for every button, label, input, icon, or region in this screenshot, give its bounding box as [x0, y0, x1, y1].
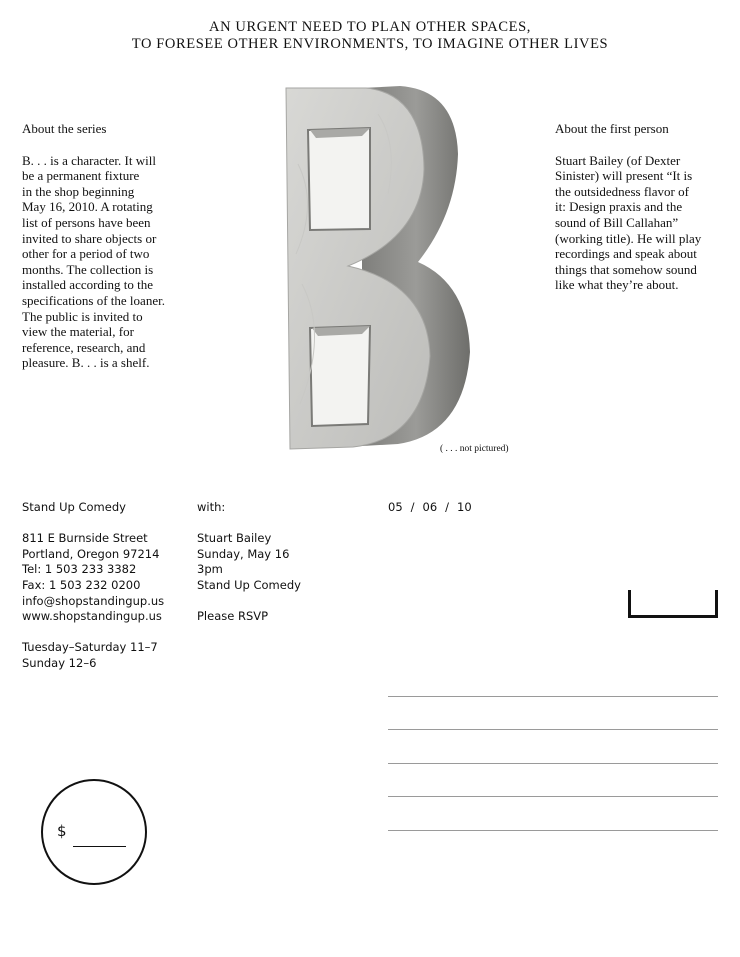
postmark-date [388, 500, 508, 516]
price-blank-line [73, 846, 126, 847]
shop-email: info@shopstandingup.us [22, 593, 165, 608]
date-month: 06 [422, 500, 438, 514]
about-person-line: (working title). He will play [555, 230, 702, 246]
about-series-line: specifications of the loaner. [22, 292, 165, 308]
date-separator: / [445, 500, 450, 514]
shop-address-block [22, 531, 192, 625]
shop-city: Portland, Oregon 97214 [22, 546, 160, 561]
date-line [388, 500, 508, 516]
about-series-section [22, 121, 182, 371]
shop-street: 811 E Burnside Street [22, 531, 148, 546]
event-date: Sunday, May 16 [197, 546, 290, 561]
headline-line-2: TO FORESEE OTHER ENVIRONMENTS, TO IMAGINE OTHER LIVES [131, 36, 609, 52]
about-person-section [555, 121, 725, 293]
about-series-line: May 16, 2010. A rotating [22, 199, 153, 215]
event-presenter: Stuart Bailey [197, 531, 272, 546]
event-label-block [197, 500, 367, 516]
event-time: 3pm [197, 562, 223, 577]
date-separator: / [410, 500, 415, 514]
about-series-line: installed according to the [22, 277, 154, 293]
about-series-line: other for a period of two [22, 246, 150, 262]
shop-tel: Tel: 1 503 233 3382 [22, 562, 137, 577]
headline [0, 19, 740, 53]
shop-hours-weekday: Tuesday–Saturday 11–7 [22, 640, 158, 655]
address-line [388, 763, 718, 764]
event-venue: Stand Up Comedy [197, 577, 301, 592]
shop-name: Stand Up Comedy [22, 500, 126, 514]
about-person-line: sound of Bill Callahan” [555, 214, 679, 230]
shop-hours-block [22, 640, 192, 671]
shop-website: www.shopstandingup.us [22, 609, 162, 624]
about-person-title: About the first person [555, 121, 669, 136]
event-rsvp: Please RSVP [197, 609, 269, 624]
shop-hours-sunday: Sunday 12–6 [22, 655, 97, 670]
shop-name-block [22, 500, 192, 516]
about-series-line: The public is invited to [22, 308, 143, 324]
about-series-line: in the shop beginning [22, 183, 135, 199]
about-person-line: things that somehow sound [555, 261, 697, 277]
event-info [197, 500, 367, 640]
address-line [388, 796, 718, 797]
address-line [388, 830, 718, 831]
letter-b-shelf-photo [278, 84, 528, 454]
address-line [388, 696, 718, 697]
headline-line-1: AN URGENT NEED TO PLAN OTHER SPACES, [209, 19, 531, 35]
stamp-box [628, 590, 718, 618]
figure-caption: ( . . . not pictured) [440, 444, 509, 454]
event-with-label: with: [197, 500, 226, 514]
date-year: 10 [457, 500, 472, 514]
event-details-block [197, 531, 367, 593]
event-rsvp-block [197, 609, 367, 625]
about-series-body [22, 153, 182, 371]
about-person-line: Sinister) will present “It is [555, 168, 693, 184]
about-series-line: view the material, for [22, 324, 134, 340]
about-series-line: months. The collection is [22, 261, 154, 277]
about-person-body [555, 153, 725, 293]
about-person-line: recordings and speak about [555, 246, 697, 262]
address-line [388, 729, 718, 730]
about-series-line: invited to share objects or [22, 230, 157, 246]
about-series-line: reference, research, and [22, 339, 146, 355]
about-series-line: B. . . is a character. It will [22, 152, 156, 168]
about-series-line: list of persons have been [22, 214, 151, 230]
about-person-line: it: Design praxis and the [555, 199, 683, 215]
shop-info [22, 500, 192, 687]
about-person-line: like what they’re about. [555, 277, 679, 293]
price-symbol: $ [57, 822, 67, 840]
about-series-line: be a permanent fixture [22, 168, 140, 184]
about-series-title: About the series [22, 121, 107, 136]
date-day: 05 [388, 500, 403, 514]
shop-fax: Fax: 1 503 232 0200 [22, 577, 141, 592]
about-person-line: the outsidedness flavor of [555, 183, 689, 199]
about-person-line: Stuart Bailey (of Dexter [555, 152, 681, 168]
about-series-line: pleasure. B. . . is a shelf. [22, 355, 150, 371]
